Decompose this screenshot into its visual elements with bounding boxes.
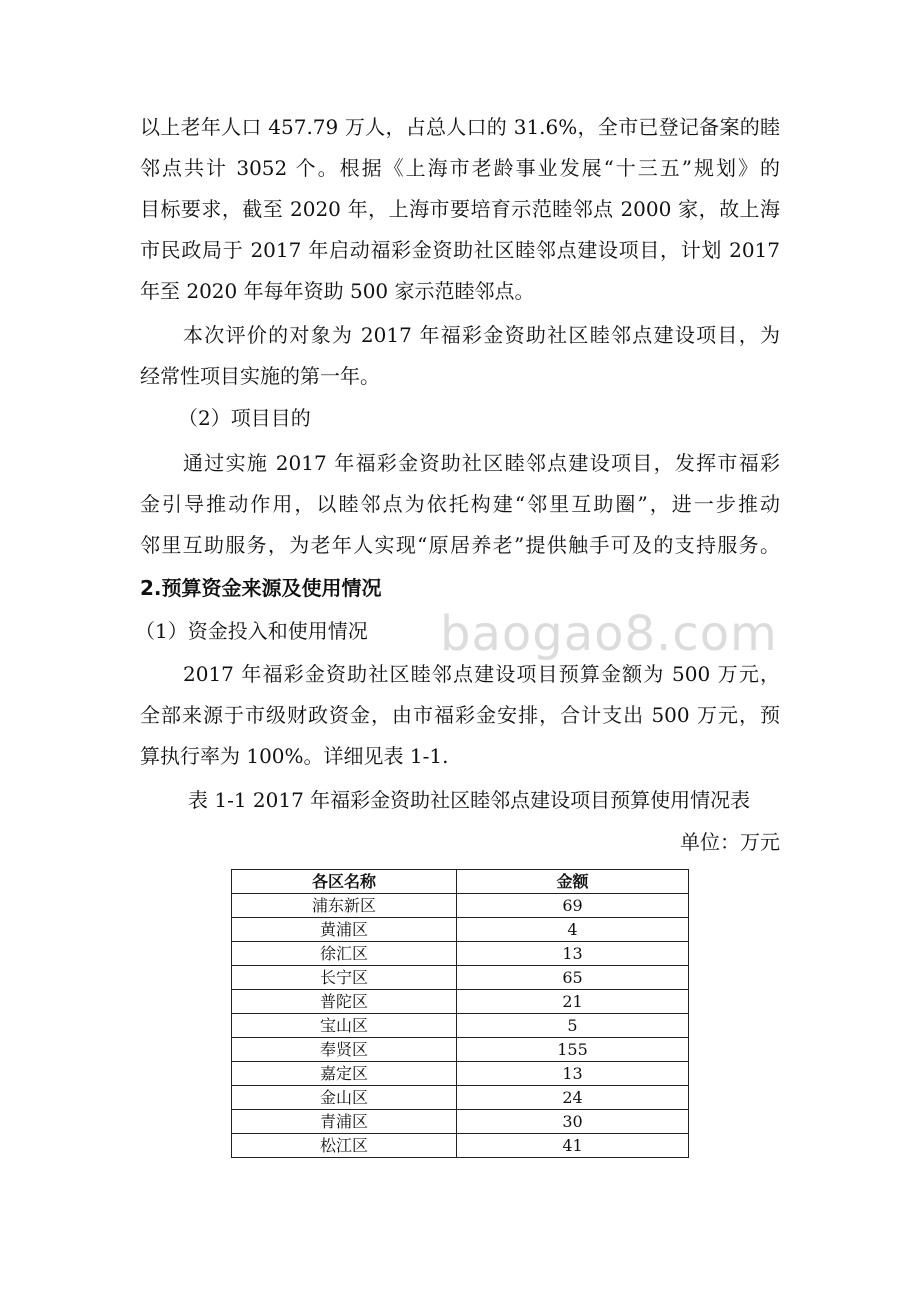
district-cell: 嘉定区 [232, 1062, 457, 1086]
amount-cell: 13 [457, 942, 689, 966]
paragraph-line: 市民政局于 2017 年启动福彩金资助社区睦邻点建设项目，计划 2017 [140, 238, 780, 262]
table-row [232, 1062, 689, 1086]
table-caption: 表 1-1 2017 年福彩金资助社区睦邻点建设项目预算使用情况表 [188, 788, 751, 812]
paragraph-line: 经常性项目实施的第一年。 [140, 364, 380, 388]
district-cell: 普陀区 [232, 990, 457, 1014]
amount-cell: 5 [457, 1014, 689, 1038]
paragraph-line: 本次评价的对象为 2017 年福彩金资助社区睦邻点建设项目，为 [183, 323, 780, 347]
amount-cell: 30 [457, 1110, 689, 1134]
paragraph-line: 2017 年福彩金资助社区睦邻点建设项目预算金额为 500 万元， [183, 662, 780, 686]
district-cell: 奉贤区 [232, 1038, 457, 1062]
table-row [232, 894, 689, 918]
table-row [232, 1014, 689, 1038]
paragraph-line: 目标要求，截至 2020 年，上海市要培育示范睦邻点 2000 家，故上海 [140, 197, 780, 221]
paragraph-line: 年至 2020 年每年资助 500 家示范睦邻点。 [140, 279, 535, 303]
paragraph-line: 算执行率为 100%。详细见表 1-1. [140, 744, 449, 768]
district-cell: 宝山区 [232, 1014, 457, 1038]
amount-cell: 155 [457, 1038, 689, 1062]
section-heading: 2.预算资金来源及使用情况 [140, 576, 382, 600]
table-row [232, 1086, 689, 1110]
table-row [232, 990, 689, 1014]
amount-cell: 21 [457, 990, 689, 1014]
column-header-district: 各区名称 [232, 870, 457, 894]
table-row [232, 966, 689, 990]
paragraph-line: 邻点共计 3052 个。根据《上海市老龄事业发展“十三五”规划》的 [140, 156, 780, 180]
district-cell: 青浦区 [232, 1110, 457, 1134]
amount-cell: 24 [457, 1086, 689, 1110]
paragraph-line: 以上老年人口 457.79 万人，占总人口的 31.6%，全市已登记备案的睦 [140, 115, 780, 139]
paragraph-line: 邻里互助服务，为老年人实现“原居养老”提供触手可及的支持服务。 [140, 533, 780, 557]
table-unit: 单位：万元 [680, 830, 780, 854]
district-cell: 徐汇区 [232, 942, 457, 966]
column-header-amount: 金额 [457, 870, 689, 894]
table-row [232, 1110, 689, 1134]
subsection-heading: （1）资金投入和使用情况 [135, 619, 368, 643]
table-row [232, 1134, 689, 1158]
amount-cell: 4 [457, 918, 689, 942]
district-cell: 松江区 [232, 1134, 457, 1158]
table-row [232, 1038, 689, 1062]
table-row [232, 942, 689, 966]
table-header-row [232, 870, 689, 894]
amount-cell: 41 [457, 1134, 689, 1158]
paragraph-line: 金引导推动作用，以睦邻点为依托构建“邻里互助圈”，进一步推动 [140, 492, 780, 516]
amount-cell: 13 [457, 1062, 689, 1086]
district-cell: 长宁区 [232, 966, 457, 990]
district-cell: 浦东新区 [232, 894, 457, 918]
watermark: baogao8.com [440, 606, 778, 662]
table-row [232, 918, 689, 942]
paragraph-line: 通过实施 2017 年福彩金资助社区睦邻点建设项目，发挥市福彩 [183, 451, 780, 475]
district-cell: 金山区 [232, 1086, 457, 1110]
amount-cell: 65 [457, 966, 689, 990]
amount-cell: 69 [457, 894, 689, 918]
budget-table [231, 869, 689, 1158]
district-cell: 黄浦区 [232, 918, 457, 942]
paragraph-line: 全部来源于市级财政资金，由市福彩金安排，合计支出 500 万元，预 [140, 703, 780, 727]
subsection-heading: （2）项目目的 [178, 406, 311, 430]
